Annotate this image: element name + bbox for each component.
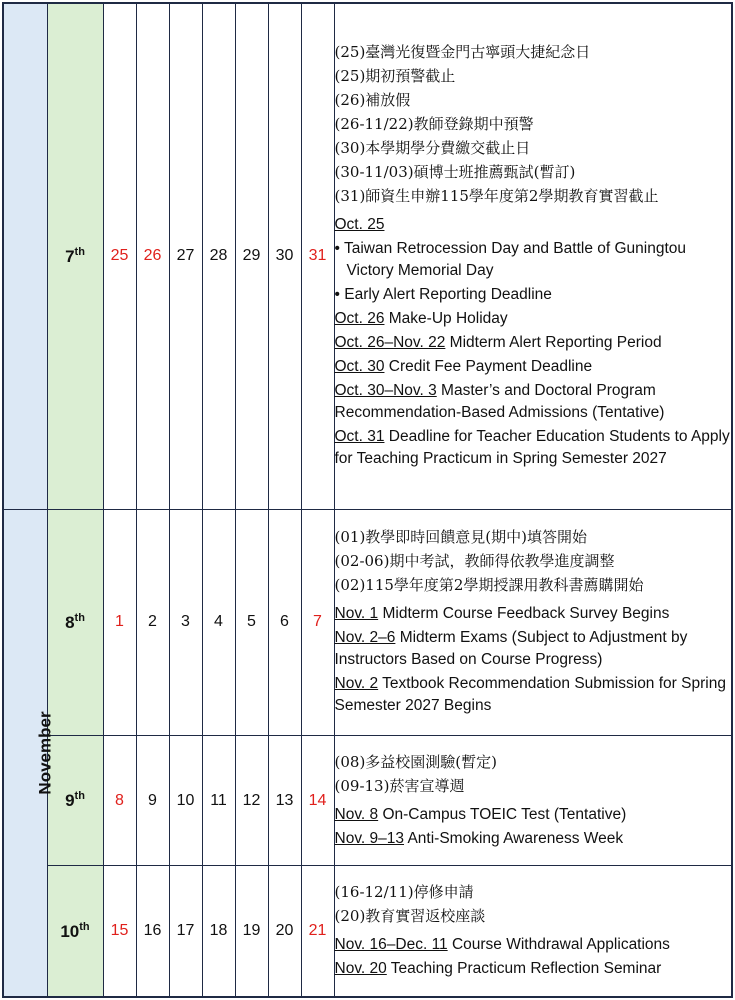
en-event: Nov. 9–13 Anti-Smoking Awareness Week [334, 829, 624, 847]
week-row-8 [3, 509, 732, 735]
en-event: Oct. 30 Credit Fee Payment Deadline [334, 358, 593, 376]
chinese-events [335, 880, 732, 928]
zh-event: (25)期初預警截止 [334, 67, 456, 86]
day-cell: 26 [136, 3, 169, 509]
en-event: Nov. 16–Dec. 11 Course Withdrawal Applications [334, 936, 670, 954]
chinese-events [335, 40, 732, 208]
week-number-cell: 7th [47, 3, 103, 509]
day-cell: 29 [235, 3, 268, 509]
zh-event: (16-12/11)停修申請 [334, 883, 474, 902]
calendar-table [2, 2, 733, 998]
day-cell: 13 [268, 735, 301, 865]
week-row-7 [3, 3, 732, 509]
week-number-cell: 8th [47, 509, 103, 735]
day-cell: 3 [169, 509, 202, 735]
zh-event: (01)教學即時回饋意見(期中)填答開始 [334, 528, 587, 547]
day-cell: 16 [136, 866, 169, 997]
events-cell [334, 3, 732, 509]
day-cell: 27 [169, 3, 202, 509]
day-cell: 2 [136, 509, 169, 735]
zh-event: (26-11/22)教師登錄期中預警 [334, 115, 534, 134]
zh-event: (26)補放假 [334, 91, 411, 110]
en-event: Nov. 2 Textbook Recommendation Submission for Spring Semester 2027 Begins [334, 675, 726, 715]
chinese-events [335, 750, 732, 798]
day-cell: 15 [103, 866, 136, 997]
month-label: November [35, 711, 55, 795]
zh-event: (02)115學年度第2學期授課用教科書薦購開始 [334, 576, 644, 595]
en-event: Nov. 2–6 Midterm Exams (Subject to Adjustment by Instructors Based on Course Progress) [334, 629, 688, 669]
week-row-9 [3, 735, 732, 865]
zh-event: (08)多益校園測驗(暫定) [334, 752, 497, 771]
en-event: Nov. 8 On-Campus TOEIC Test (Tentative) [334, 805, 627, 823]
zh-event: (30)本學期學分費繳交截止日 [334, 139, 531, 158]
day-cell: 4 [202, 509, 235, 735]
day-cell: 19 [235, 866, 268, 997]
day-cell: 1 [103, 509, 136, 735]
en-event: Nov. 1 Midterm Course Feedback Survey Begins [334, 605, 670, 623]
day-cell: 28 [202, 3, 235, 509]
en-event: Oct. 30–Nov. 3 Master’s and Doctoral Program Recommendation-Based Admissions (Tentative) [334, 382, 665, 422]
day-cell: 20 [268, 866, 301, 997]
events-cell [334, 509, 732, 735]
zh-event: (30-11/03)碩博士班推薦甄試(暫訂) [334, 163, 576, 182]
en-event: Oct. 26 Make-Up Holiday [334, 310, 508, 328]
day-cell: 5 [235, 509, 268, 735]
day-cell: 30 [268, 3, 301, 509]
day-cell: 31 [301, 3, 334, 509]
day-cell: 7 [301, 509, 334, 735]
month-cell-november [3, 509, 55, 997]
en-event: Oct. 26–Nov. 22 Midterm Alert Reporting Period [334, 334, 662, 352]
chinese-events [335, 525, 732, 597]
zh-event: (02-06)期中考試，教師得依教學進度調整 [334, 552, 615, 571]
week-number-cell: 9th [47, 735, 103, 865]
zh-event: (31)師資生申辦115學年度第2學期教育實習截止 [334, 187, 659, 206]
day-cell: 18 [202, 866, 235, 997]
en-event-bullet: • Taiwan Retrocession Day and Battle of Guningtou Victory Memorial Day [334, 240, 687, 280]
zh-event: (09-13)菸害宣導週 [334, 776, 465, 795]
day-cell: 6 [268, 509, 301, 735]
zh-event: (25)臺灣光復暨金門古寧頭大捷紀念日 [334, 43, 591, 62]
day-cell: 10 [169, 735, 202, 865]
day-cell: 25 [103, 3, 136, 509]
day-cell: 8 [103, 735, 136, 865]
en-event-date-heading: Oct. 25 [334, 216, 385, 234]
events-cell [334, 866, 732, 997]
en-event: Oct. 31 Deadline for Teacher Education Students to Apply for Teaching Practicum in Spring Semester 2027 [334, 428, 730, 468]
en-event: Nov. 20 Teaching Practicum Reflection Seminar [334, 960, 662, 978]
day-cell: 12 [235, 735, 268, 865]
day-cell: 9 [136, 735, 169, 865]
events-cell [334, 735, 732, 865]
week-row-10 [3, 866, 732, 997]
day-cell: 14 [301, 735, 334, 865]
zh-event: (20)教育實習返校座談 [334, 907, 486, 926]
day-cell: 21 [301, 866, 334, 997]
day-cell: 17 [169, 866, 202, 997]
week-number-cell: 10th [47, 866, 103, 997]
day-cell: 11 [202, 735, 235, 865]
en-event-bullet: • Early Alert Reporting Deadline [334, 286, 552, 304]
month-cell-october [3, 3, 47, 509]
